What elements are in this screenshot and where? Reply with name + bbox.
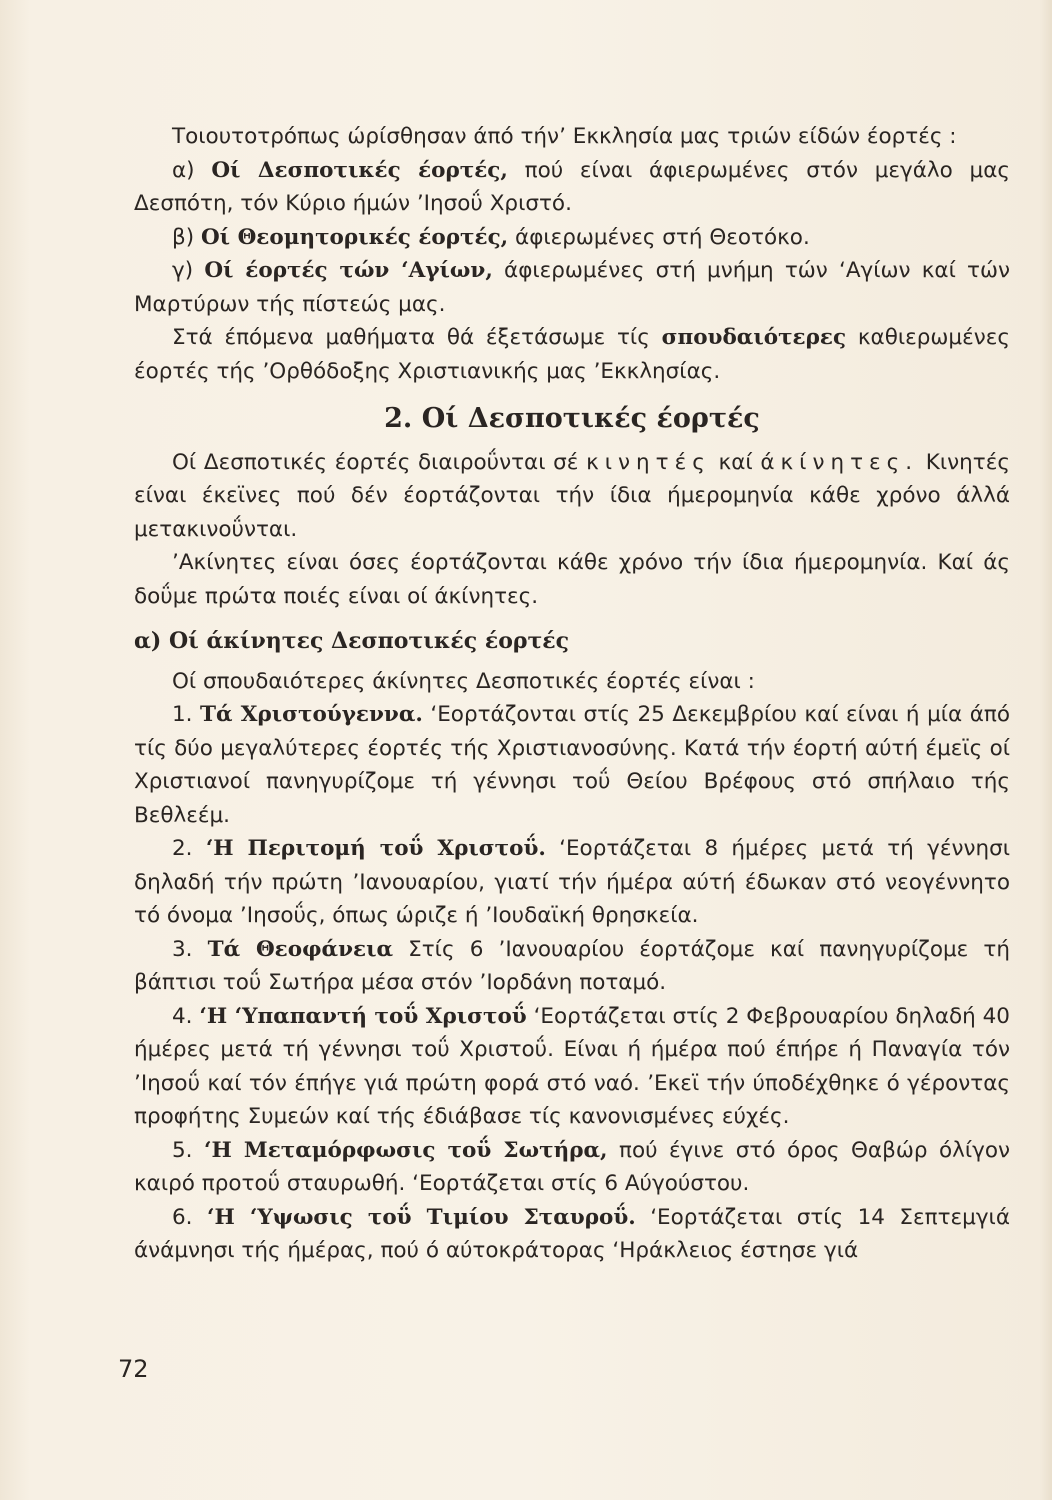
item-number: 4. (172, 1003, 193, 1029)
feast-title: Τά Θεοφάνεια (207, 936, 394, 962)
item-number: 6. (172, 1204, 193, 1230)
list-marker: γ) (172, 258, 194, 283)
section-heading: 2. Οί Δεσποτικές έορτές (384, 403, 760, 434)
feast-title: ‘Η Περιτομή τοΰ Χριστοΰ. (205, 836, 546, 861)
feast-type-desc: πού είναι άφιερωμένες στόν μεγάλο μας Δεσπότη, τόν Κύριο ήμών ’Ιησοΰ Χριστό. (134, 157, 1010, 216)
intro-paragraph (134, 120, 1010, 154)
feast-type-a (134, 154, 1010, 221)
text-run: Κινητές είναι έκεϊνες πού δέν έορτάζονται τήν ίδια ήμερομηνία κάθε χρόνο άλλά μετακινοΰνται. (134, 449, 1010, 542)
intro-line: Τοιουτοτρόπως ώρίσθησαν άπό τήν’ Εκκλησία μας τριών είδών έορτές : (172, 124, 957, 149)
feast-title: ‘Η ‘Υπαπαντή τοΰ Χριστοΰ (199, 1003, 527, 1029)
list-marker: β) (172, 224, 195, 250)
feast-desc: ‘Εορτάζεται στίς 2 Φεβρουαρίου δηλαδή 40 ήμέρες μετά τή γέννησι τοΰ Χριστοΰ. Είναι ή ήμέρα πού έπήρε ή Παναγία τόν ’Ιησοΰ καί τόν έπήγε γιά πρώτη φορά στό ναό. ’Εκεϊ τήν ύποδέχθηκε ό γέροντας προφήτης Συμεών καί τής έδιάβασε τίς κανονισμένες εύχές. (134, 1003, 1010, 1129)
feast-title: ‘Η Μεταμόρφωσις τοΰ Σωτήρα, (204, 1137, 608, 1163)
feast-desc: Στίς 6 ’Ιανουαρίου έορτάζομε καί πανηγυρίζομε τή βάπτισι τοΰ Σωτήρα μέσα στόν ’Ιορδάνη ποταμό. (134, 936, 1010, 995)
feast-type-title: Οί Δεσποτικές έορτές, (211, 157, 508, 183)
text-run: Στά έπόμενα μαθήματα θά έξετάσωμε τίς (172, 325, 650, 350)
section2-paragraph-2: ’Ακίνητες είναι όσες έορτάζονται κάθε χρόνο τήν ίδια ήμερομηνία. Καί άς δοΰμε πρώτα ποιές είναι οί άκίνητες. (134, 550, 1010, 609)
text-run: καί (718, 449, 753, 475)
feast-type-c (134, 254, 1010, 321)
feast-desc: πού έγινε στό όρος Θαβώρ όλίγον καιρό προτοΰ σταυρωθή. ‘Εορτάζεται στίς 6 Αύγούστου. (134, 1137, 1010, 1196)
feast-type-desc: άφιερωμένες στή Θεοτόκο. (515, 224, 810, 250)
list-marker: α) (172, 157, 195, 183)
feast-type-title: Οί Θεομητορικές έορτές, (200, 224, 509, 250)
emphasis: σπουδαιότερες (661, 325, 847, 350)
feast-item (134, 933, 1010, 1000)
feast-item (134, 698, 1010, 832)
page-text (134, 120, 1010, 1268)
feast-title: ‘Η ‘Υψωσις τοΰ Τιμίου Σταυροΰ. (206, 1204, 636, 1230)
page-number: 72 (118, 1355, 149, 1383)
next-lessons-paragraph (134, 321, 1010, 388)
text-run: καθιερωμένες έορτές τής ’Ορθόδοξης Χριστιανικής μας ’Εκκλησίας. (134, 325, 1010, 384)
subsection-heading: α) Οί άκίνητες Δεσποτικές έορτές (134, 628, 570, 654)
feast-item (134, 832, 1010, 933)
feast-item (134, 1000, 1010, 1134)
text-run: Οί Δεσποτικές έορτές διαιροΰνται σέ (172, 449, 579, 475)
item-number: 1. (172, 702, 193, 727)
item-number: 2. (172, 836, 193, 861)
feast-desc: ‘Εορτάζεται στίς 14 Σεπτεμγιά άνάμνησι τής ήμέρας, πού ό αύτοκράτορας ‘Ηράκλειος έστησε γιά (134, 1204, 1010, 1263)
item-number: 3. (172, 936, 193, 962)
feast-item (134, 1134, 1010, 1201)
subsection-intro: Οί σπουδαιότερες άκίνητες Δεσποτικές έορτές είναι : (172, 668, 755, 694)
spaced-term: κινητές (586, 449, 711, 475)
feast-type-desc: άφιερωμένες στή μνήμη τών ‘Αγίων καί τών Μαρτύρων τής πίστεώς μας. (134, 258, 1011, 317)
feast-title: Τά Χριστούγεννα. (200, 702, 423, 727)
feast-type-title: Οί έορτές τών ‘Αγίων, (204, 258, 493, 283)
feast-type-b (134, 221, 1010, 255)
section2-paragraph-1 (134, 446, 1010, 547)
spaced-term: άκίνητες. (760, 449, 919, 475)
feast-item (134, 1201, 1010, 1268)
feast-desc: ‘Εορτάζεται 8 ήμέρες μετά τή γέννησι δηλαδή τήν πρώτη ’Ιανουαρίου, γιατί τήν ήμέρα αύτή έδωκαν στό νεογέννητο τό όνομα ’Ιησοΰς, όπως ώριζε ή ’Ιουδαϊκή θρησκεία. (134, 836, 1010, 928)
feast-desc: ‘Εορτάζονται στίς 25 Δεκεμβρίου καί είναι ή μία άπό τίς δύο μεγαλύτερες έορτές τής Χριστιανοσύνης. Κατά τήν έορτή αύτή έμεϊς οί Χριστιανοί πανηγυρίζομε τή γέννησι τοΰ Θείου Βρέφους στό σπήλαιο τής Βεθλεέμ. (134, 702, 1010, 828)
item-number: 5. (172, 1137, 193, 1163)
